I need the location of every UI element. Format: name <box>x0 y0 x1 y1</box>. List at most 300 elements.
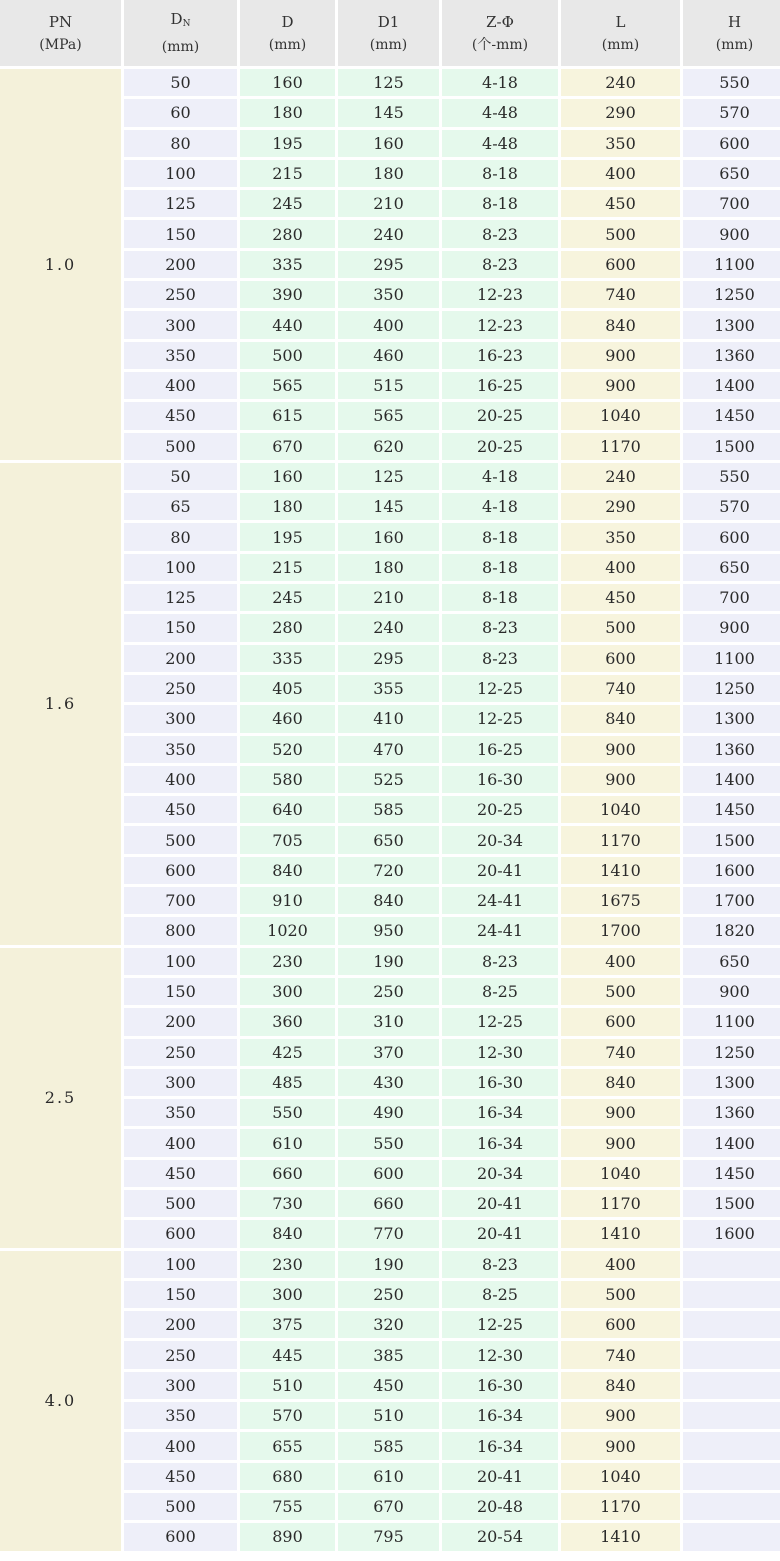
l-cell: 1675 <box>561 887 680 914</box>
d-cell: 1020 <box>240 917 335 944</box>
z-cell: 4-48 <box>442 99 558 126</box>
h-cell: 650 <box>683 948 780 975</box>
d-cell: 160 <box>240 69 335 96</box>
l-cell: 1410 <box>561 1523 680 1550</box>
z-cell: 4-18 <box>442 69 558 96</box>
l-cell: 350 <box>561 130 680 157</box>
d1-cell: 410 <box>338 705 439 732</box>
d-cell: 445 <box>240 1341 335 1368</box>
h-cell: 1360 <box>683 342 780 369</box>
d1-cell: 670 <box>338 1493 439 1520</box>
d-cell: 615 <box>240 402 335 429</box>
z-cell: 20-25 <box>442 796 558 823</box>
l-cell: 400 <box>561 554 680 581</box>
l-cell: 1700 <box>561 917 680 944</box>
d1-cell: 210 <box>338 584 439 611</box>
dn-cell: 50 <box>124 69 237 96</box>
z-cell: 16-34 <box>442 1129 558 1156</box>
d-cell: 890 <box>240 1523 335 1550</box>
h-cell: 600 <box>683 130 780 157</box>
d-cell: 910 <box>240 887 335 914</box>
h-cell: 1820 <box>683 917 780 944</box>
z-cell: 8-18 <box>442 523 558 550</box>
l-cell: 500 <box>561 220 680 247</box>
d-cell: 280 <box>240 614 335 641</box>
d1-cell: 550 <box>338 1129 439 1156</box>
header-d-unit: (mm) <box>268 36 307 53</box>
l-cell: 1040 <box>561 796 680 823</box>
z-cell: 20-54 <box>442 1523 558 1550</box>
d1-cell: 840 <box>338 887 439 914</box>
dn-cell: 80 <box>124 130 237 157</box>
l-cell: 900 <box>561 372 680 399</box>
d-cell: 280 <box>240 220 335 247</box>
d-cell: 680 <box>240 1463 335 1490</box>
h-cell: 650 <box>683 160 780 187</box>
h-cell: 550 <box>683 69 780 96</box>
z-cell: 12-25 <box>442 1008 558 1035</box>
l-cell: 290 <box>561 493 680 520</box>
d-cell: 640 <box>240 796 335 823</box>
dn-cell: 250 <box>124 1039 237 1066</box>
d-cell: 160 <box>240 463 335 490</box>
dn-cell: 500 <box>124 433 237 460</box>
l-cell: 840 <box>561 705 680 732</box>
z-cell: 16-30 <box>442 766 558 793</box>
dn-cell: 700 <box>124 887 237 914</box>
z-cell: 16-34 <box>442 1099 558 1126</box>
h-cell: 1250 <box>683 675 780 702</box>
d-cell: 440 <box>240 311 335 338</box>
dn-cell: 100 <box>124 1251 237 1278</box>
d-cell: 360 <box>240 1008 335 1035</box>
z-cell: 4-48 <box>442 130 558 157</box>
d-cell: 230 <box>240 948 335 975</box>
h-cell: 1300 <box>683 1069 780 1096</box>
d-cell: 390 <box>240 281 335 308</box>
h-cell: 600 <box>683 523 780 550</box>
h-cell: 1360 <box>683 736 780 763</box>
d-cell: 335 <box>240 251 335 278</box>
table-body <box>0 69 780 1551</box>
dn-cell: 100 <box>124 160 237 187</box>
l-cell: 1410 <box>561 1220 680 1247</box>
z-cell: 4-18 <box>442 493 558 520</box>
z-cell: 8-23 <box>442 614 558 641</box>
h-cell: 570 <box>683 493 780 520</box>
d1-cell: 190 <box>338 1251 439 1278</box>
dn-cell: 500 <box>124 1493 237 1520</box>
d1-cell: 490 <box>338 1099 439 1126</box>
dn-cell: 300 <box>124 1372 237 1399</box>
dn-cell: 150 <box>124 1281 237 1308</box>
d1-cell: 190 <box>338 948 439 975</box>
header-dn-label: D <box>170 10 183 28</box>
dn-cell: 600 <box>124 1220 237 1247</box>
z-cell: 8-23 <box>442 645 558 672</box>
d-cell: 610 <box>240 1129 335 1156</box>
z-cell: 8-23 <box>442 220 558 247</box>
dn-cell: 350 <box>124 1402 237 1429</box>
l-cell: 400 <box>561 1251 680 1278</box>
dn-cell: 50 <box>124 463 237 490</box>
d1-cell: 125 <box>338 463 439 490</box>
l-cell: 740 <box>561 281 680 308</box>
dn-cell: 150 <box>124 978 237 1005</box>
l-cell: 900 <box>561 1402 680 1429</box>
d1-cell: 770 <box>338 1220 439 1247</box>
d-cell: 195 <box>240 130 335 157</box>
h-cell: 900 <box>683 978 780 1005</box>
l-cell: 1040 <box>561 1160 680 1187</box>
dn-cell: 300 <box>124 1069 237 1096</box>
l-cell: 1410 <box>561 857 680 884</box>
dn-cell: 350 <box>124 342 237 369</box>
l-cell: 840 <box>561 311 680 338</box>
d-cell: 570 <box>240 1402 335 1429</box>
h-cell: 900 <box>683 220 780 247</box>
z-cell: 20-48 <box>442 1493 558 1520</box>
d1-cell: 295 <box>338 645 439 672</box>
header-l <box>561 0 680 66</box>
z-cell: 16-25 <box>442 372 558 399</box>
d-cell: 425 <box>240 1039 335 1066</box>
header-dn <box>124 0 237 66</box>
l-cell: 1040 <box>561 402 680 429</box>
z-cell: 12-25 <box>442 675 558 702</box>
d1-cell: 660 <box>338 1190 439 1217</box>
d-cell: 510 <box>240 1372 335 1399</box>
z-cell: 8-25 <box>442 1281 558 1308</box>
l-cell: 600 <box>561 1008 680 1035</box>
z-cell: 24-41 <box>442 917 558 944</box>
h-cell <box>683 1281 780 1308</box>
z-cell: 16-34 <box>442 1432 558 1459</box>
dn-cell: 125 <box>124 190 237 217</box>
z-cell: 8-23 <box>442 948 558 975</box>
dn-cell: 400 <box>124 372 237 399</box>
d-cell: 660 <box>240 1160 335 1187</box>
dn-cell: 200 <box>124 1008 237 1035</box>
l-cell: 900 <box>561 1129 680 1156</box>
dn-cell: 150 <box>124 220 237 247</box>
h-cell: 1100 <box>683 645 780 672</box>
l-cell: 500 <box>561 1281 680 1308</box>
dn-cell: 450 <box>124 1463 237 1490</box>
dn-cell: 450 <box>124 1160 237 1187</box>
z-cell: 16-30 <box>442 1372 558 1399</box>
d-cell: 195 <box>240 523 335 550</box>
d1-cell: 620 <box>338 433 439 460</box>
d1-cell: 795 <box>338 1523 439 1550</box>
l-cell: 240 <box>561 69 680 96</box>
h-cell: 1700 <box>683 887 780 914</box>
d1-cell: 295 <box>338 251 439 278</box>
h-cell <box>683 1311 780 1338</box>
dn-cell: 500 <box>124 1190 237 1217</box>
z-cell: 12-23 <box>442 311 558 338</box>
header-dn-sub: N <box>182 19 191 29</box>
l-cell: 290 <box>561 99 680 126</box>
table-row <box>0 463 780 490</box>
h-cell: 1600 <box>683 1220 780 1247</box>
d-cell: 755 <box>240 1493 335 1520</box>
d1-cell: 210 <box>338 190 439 217</box>
dn-cell: 300 <box>124 311 237 338</box>
h-cell <box>683 1251 780 1278</box>
z-cell: 20-25 <box>442 433 558 460</box>
dn-cell: 450 <box>124 402 237 429</box>
h-cell: 650 <box>683 554 780 581</box>
d1-cell: 600 <box>338 1160 439 1187</box>
table-row <box>0 948 780 975</box>
h-cell: 1300 <box>683 705 780 732</box>
z-cell: 16-25 <box>442 736 558 763</box>
z-cell: 20-41 <box>442 857 558 884</box>
header-pn-unit: (MPa) <box>39 36 82 53</box>
d1-cell: 320 <box>338 1311 439 1338</box>
z-cell: 8-18 <box>442 584 558 611</box>
d1-cell: 385 <box>338 1341 439 1368</box>
d-cell: 215 <box>240 554 335 581</box>
d-cell: 670 <box>240 433 335 460</box>
l-cell: 240 <box>561 463 680 490</box>
h-cell: 1500 <box>683 1190 780 1217</box>
header-d1-unit: (mm) <box>369 36 408 53</box>
dn-cell: 500 <box>124 826 237 853</box>
h-cell <box>683 1372 780 1399</box>
h-cell: 1500 <box>683 433 780 460</box>
h-cell: 1600 <box>683 857 780 884</box>
dn-cell: 100 <box>124 948 237 975</box>
l-cell: 900 <box>561 736 680 763</box>
dn-cell: 350 <box>124 736 237 763</box>
h-cell <box>683 1523 780 1550</box>
header-l-label: L <box>615 12 626 31</box>
h-cell: 1250 <box>683 1039 780 1066</box>
dn-cell: 60 <box>124 99 237 126</box>
header-d1 <box>338 0 439 66</box>
l-cell: 840 <box>561 1069 680 1096</box>
dn-cell: 125 <box>124 584 237 611</box>
z-cell: 20-25 <box>442 402 558 429</box>
d1-cell: 525 <box>338 766 439 793</box>
d-cell: 840 <box>240 857 335 884</box>
h-cell: 1450 <box>683 796 780 823</box>
l-cell: 1170 <box>561 1190 680 1217</box>
header-l-unit: (mm) <box>601 36 640 53</box>
d1-cell: 610 <box>338 1463 439 1490</box>
dn-cell: 150 <box>124 614 237 641</box>
h-cell: 900 <box>683 614 780 641</box>
h-cell: 700 <box>683 190 780 217</box>
dn-cell: 65 <box>124 493 237 520</box>
h-cell: 1100 <box>683 251 780 278</box>
d1-cell: 240 <box>338 614 439 641</box>
z-cell: 8-18 <box>442 554 558 581</box>
l-cell: 1170 <box>561 826 680 853</box>
h-cell: 1500 <box>683 826 780 853</box>
h-cell: 700 <box>683 584 780 611</box>
h-cell: 1400 <box>683 372 780 399</box>
l-cell: 500 <box>561 978 680 1005</box>
l-cell: 600 <box>561 1311 680 1338</box>
l-cell: 400 <box>561 160 680 187</box>
dn-cell: 200 <box>124 251 237 278</box>
h-cell: 1450 <box>683 402 780 429</box>
d1-cell: 400 <box>338 311 439 338</box>
d1-cell: 515 <box>338 372 439 399</box>
d-cell: 840 <box>240 1220 335 1247</box>
l-cell: 740 <box>561 1039 680 1066</box>
d1-cell: 430 <box>338 1069 439 1096</box>
h-cell <box>683 1341 780 1368</box>
h-cell: 1400 <box>683 1129 780 1156</box>
dn-cell: 450 <box>124 796 237 823</box>
d-cell: 655 <box>240 1432 335 1459</box>
d1-cell: 355 <box>338 675 439 702</box>
dn-cell: 250 <box>124 281 237 308</box>
pn-cell: 2.5 <box>0 948 121 1248</box>
d1-cell: 350 <box>338 281 439 308</box>
d1-cell: 145 <box>338 493 439 520</box>
z-cell: 12-23 <box>442 281 558 308</box>
d-cell: 460 <box>240 705 335 732</box>
dn-cell: 200 <box>124 1311 237 1338</box>
d1-cell: 250 <box>338 1281 439 1308</box>
h-cell: 1250 <box>683 281 780 308</box>
header-z-unit: (个-mm) <box>471 36 529 53</box>
d1-cell: 240 <box>338 220 439 247</box>
h-cell <box>683 1463 780 1490</box>
d-cell: 500 <box>240 342 335 369</box>
d-cell: 245 <box>240 584 335 611</box>
d1-cell: 585 <box>338 796 439 823</box>
z-cell: 24-41 <box>442 887 558 914</box>
d1-cell: 160 <box>338 130 439 157</box>
d-cell: 405 <box>240 675 335 702</box>
l-cell: 740 <box>561 1341 680 1368</box>
d-cell: 485 <box>240 1069 335 1096</box>
dn-cell: 600 <box>124 1523 237 1550</box>
l-cell: 500 <box>561 614 680 641</box>
l-cell: 600 <box>561 645 680 672</box>
d-cell: 550 <box>240 1099 335 1126</box>
dn-cell: 400 <box>124 1129 237 1156</box>
d-cell: 565 <box>240 372 335 399</box>
d1-cell: 470 <box>338 736 439 763</box>
d1-cell: 160 <box>338 523 439 550</box>
d1-cell: 565 <box>338 402 439 429</box>
h-cell: 1360 <box>683 1099 780 1126</box>
header-dn-unit: (mm) <box>161 39 200 55</box>
z-cell: 20-41 <box>442 1190 558 1217</box>
header-row <box>0 0 780 66</box>
dn-cell: 400 <box>124 1432 237 1459</box>
d1-cell: 460 <box>338 342 439 369</box>
d-cell: 375 <box>240 1311 335 1338</box>
z-cell: 20-41 <box>442 1463 558 1490</box>
z-cell: 16-34 <box>442 1402 558 1429</box>
d-cell: 230 <box>240 1251 335 1278</box>
pn-cell: 4.0 <box>0 1251 121 1551</box>
dn-cell: 250 <box>124 675 237 702</box>
l-cell: 400 <box>561 948 680 975</box>
z-cell: 8-18 <box>442 190 558 217</box>
l-cell: 900 <box>561 766 680 793</box>
l-cell: 1040 <box>561 1463 680 1490</box>
dn-cell: 800 <box>124 917 237 944</box>
d1-cell: 585 <box>338 1432 439 1459</box>
z-cell: 8-23 <box>442 251 558 278</box>
d1-cell: 180 <box>338 160 439 187</box>
d-cell: 180 <box>240 493 335 520</box>
h-cell: 1300 <box>683 311 780 338</box>
dn-cell: 100 <box>124 554 237 581</box>
d-cell: 580 <box>240 766 335 793</box>
header-z <box>442 0 558 66</box>
d1-cell: 950 <box>338 917 439 944</box>
dn-cell: 350 <box>124 1099 237 1126</box>
dn-cell: 300 <box>124 705 237 732</box>
pn-cell: 1.6 <box>0 463 121 945</box>
header-pn <box>0 0 121 66</box>
l-cell: 900 <box>561 1099 680 1126</box>
d-cell: 300 <box>240 978 335 1005</box>
z-cell: 8-25 <box>442 978 558 1005</box>
l-cell: 1170 <box>561 433 680 460</box>
h-cell: 1450 <box>683 1160 780 1187</box>
d1-cell: 650 <box>338 826 439 853</box>
d1-cell: 720 <box>338 857 439 884</box>
z-cell: 4-18 <box>442 463 558 490</box>
d1-cell: 310 <box>338 1008 439 1035</box>
d1-cell: 510 <box>338 1402 439 1429</box>
l-cell: 900 <box>561 1432 680 1459</box>
z-cell: 12-25 <box>442 1311 558 1338</box>
l-cell: 840 <box>561 1372 680 1399</box>
z-cell: 20-34 <box>442 1160 558 1187</box>
z-cell: 20-41 <box>442 1220 558 1247</box>
h-cell: 1100 <box>683 1008 780 1035</box>
z-cell: 12-30 <box>442 1039 558 1066</box>
l-cell: 740 <box>561 675 680 702</box>
table-row <box>0 1251 780 1278</box>
d1-cell: 180 <box>338 554 439 581</box>
l-cell: 600 <box>561 251 680 278</box>
dn-cell: 250 <box>124 1341 237 1368</box>
header-pn-label: PN <box>48 12 73 31</box>
h-cell <box>683 1432 780 1459</box>
h-cell: 550 <box>683 463 780 490</box>
l-cell: 1170 <box>561 1493 680 1520</box>
h-cell: 570 <box>683 99 780 126</box>
z-cell: 8-18 <box>442 160 558 187</box>
d1-cell: 145 <box>338 99 439 126</box>
d-cell: 245 <box>240 190 335 217</box>
dn-cell: 400 <box>124 766 237 793</box>
l-cell: 450 <box>561 190 680 217</box>
header-h-unit: (mm) <box>715 36 754 53</box>
d-cell: 215 <box>240 160 335 187</box>
dn-cell: 200 <box>124 645 237 672</box>
d-cell: 335 <box>240 645 335 672</box>
z-cell: 16-23 <box>442 342 558 369</box>
z-cell: 12-30 <box>442 1341 558 1368</box>
d-cell: 300 <box>240 1281 335 1308</box>
d1-cell: 450 <box>338 1372 439 1399</box>
d-cell: 180 <box>240 99 335 126</box>
